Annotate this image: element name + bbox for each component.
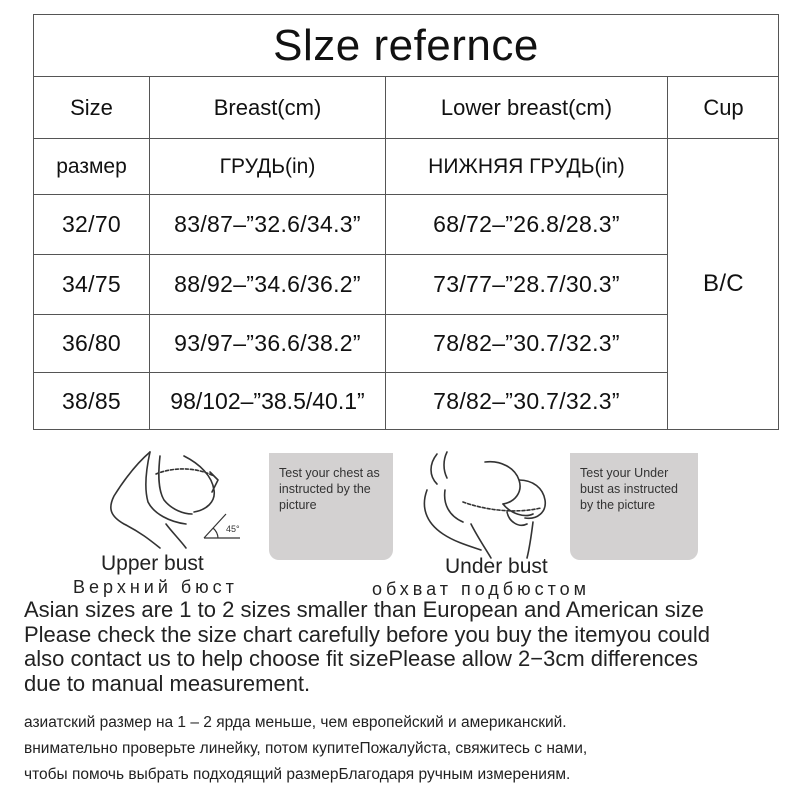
- under-bust-label-ru: обхват подбюстом: [372, 579, 591, 599]
- table-title: Slze refernce: [273, 20, 539, 70]
- table-cell-breast: 98/102–”38.5/40.1”: [150, 373, 386, 429]
- under-bust-instruction-card: [570, 453, 698, 560]
- upper-bust-instruction-card: [269, 453, 393, 560]
- upper-bust-label: Upper bust: [101, 552, 204, 575]
- table-cell-breast: 88/92–”34.6/36.2”: [150, 255, 386, 315]
- subheader-lower-breast: НИЖНЯЯ ГРУДЬ(in): [386, 139, 668, 195]
- table-cell-lower-breast: 78/82–”30.7/32.3”: [386, 373, 668, 429]
- angle-label: 45°: [226, 524, 240, 534]
- under-bust-illustration: [415, 450, 565, 560]
- size-chart-table: [33, 14, 779, 430]
- table-cell-lower-breast: 78/82–”30.7/32.3”: [386, 315, 668, 373]
- table-cell-size: 32/70: [34, 195, 150, 255]
- note-line: внимательно проверьте линейку, потом купитеПожалуйста, свяжитесь с нами,: [24, 740, 588, 757]
- note-line: Please check the size chart carefully before you buy the itemyou could: [24, 621, 711, 647]
- note-line: due to manual measurement.: [24, 670, 311, 696]
- table-cell-breast: 83/87–”32.6/34.3”: [150, 195, 386, 255]
- note-line: азиатский размер на 1 – 2 ярда меньше, чем европейский и американский.: [24, 714, 567, 731]
- table-cell-size: 38/85: [34, 373, 150, 429]
- under-bust-label: Under bust: [445, 555, 548, 578]
- table-cell-lower-breast: 68/72–”26.8/28.3”: [386, 195, 668, 255]
- header-lower-breast: Lower breast(cm): [386, 77, 668, 139]
- subheader-size: размер: [34, 139, 150, 195]
- subheader-breast: ГРУДЬ(in): [150, 139, 386, 195]
- header-breast: Breast(cm): [150, 77, 386, 139]
- upper-bust-illustration: [100, 450, 260, 550]
- under-bust-instruction-text: Test your Under bust as instructed by the picture: [580, 466, 678, 512]
- note-line: also contact us to help choose fit sizePlease allow 2−3cm differences: [24, 646, 699, 671]
- upper-bust-label-ru: Верхний бюст: [73, 577, 238, 597]
- note-line: чтобы помочь выбрать подходящий размерБлагодаря ручным измерениям.: [24, 766, 571, 783]
- note-line: Asian sizes are 1 to 2 sizes smaller than European and American size: [24, 597, 704, 622]
- table-cell-size: 36/80: [34, 315, 150, 373]
- table-cell-breast: 93/97–”36.6/38.2”: [150, 315, 386, 373]
- upper-bust-instruction-text: Test your chest as instructed by the picture: [279, 466, 380, 512]
- table-cell-lower-breast: 73/77–”28.7/30.3”: [386, 255, 668, 315]
- cup-value-cell: B/C: [703, 270, 744, 297]
- header-size: Size: [34, 77, 150, 139]
- size-note-russian: [24, 710, 794, 788]
- table-title-row: [34, 15, 778, 77]
- table-cell-size: 34/75: [34, 255, 150, 315]
- size-note-english: [24, 598, 794, 696]
- header-cup: Cup: [668, 77, 779, 139]
